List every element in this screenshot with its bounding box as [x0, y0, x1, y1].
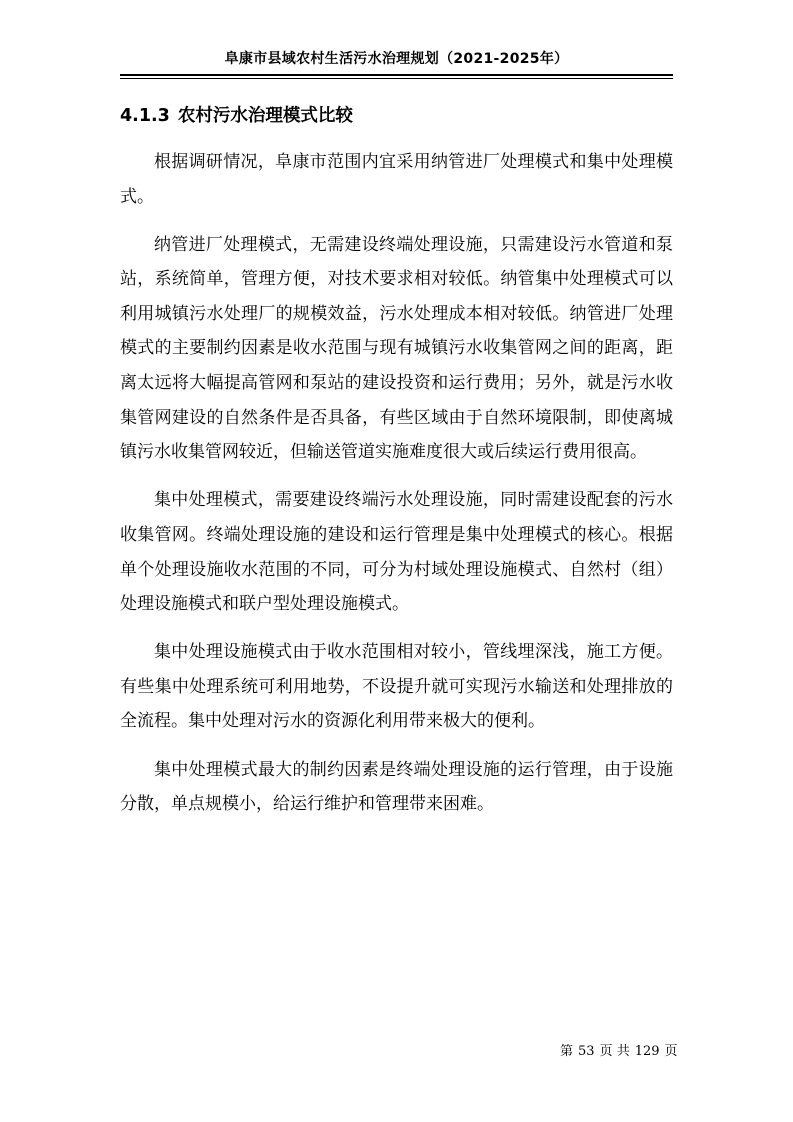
running-header-title: 阜康市县域农村生活污水治理规划（2021-2025年） — [224, 51, 569, 67]
paragraph: 根据调研情况，阜康市范围内宜采用纳管进厂处理模式和集中处理模式。 — [120, 152, 673, 207]
footer-total-pages: 129 — [634, 1044, 660, 1059]
footer-suffix: 页 — [664, 1044, 678, 1059]
page-footer — [560, 1043, 678, 1061]
section-number: 4.1.3 — [120, 106, 170, 126]
body-text — [120, 145, 673, 835]
section-heading — [120, 103, 353, 129]
footer-page-number: 53 — [578, 1044, 595, 1059]
header-rule-thin — [120, 78, 673, 79]
header-rule-thick — [120, 74, 673, 76]
paragraph: 纳管进厂处理模式，无需建设终端处理设施，只需建设污水管道和泵站，系统简单，管理方便，对技术要求相对较低。纳管集中处理模式可以利用城镇污水处理厂的规模效益，污水处理成本相对较低。纳管进厂处理模式的主要制约因素是收水范围与现有城镇污水收集管网之间的距离，距离太远将大幅提高管网和泵站的建设投资和运行费用；另外，就是污水收集管网建设的自然条件是否具备，有些区域由于自然环境限制，即使离城镇污水收集管网较近，但输送管道实施难度很大或后续运行费用很高。 — [120, 234, 673, 463]
footer-prefix: 第 — [560, 1044, 574, 1059]
paragraph: 集中处理模式，需要建设终端污水处理设施，同时需建设配套的污水收集管网。终端处理设施的建设和运行管理是集中处理模式的核心。根据单个处理设施收水范围的不同，可分为村域处理设施模式、自然村（组）处理设施模式和联户型处理设施模式。 — [120, 490, 673, 615]
paragraph: 集中处理设施模式由于收水范围相对较小，管线埋深浅，施工方便。有些集中处理系统可利用地势，不设提升就可实现污水输送和处理排放的全流程。集中处理对污水的资源化利用带来极大的便利。 — [120, 642, 673, 732]
section-title: 农村污水治理模式比较 — [177, 106, 353, 126]
paragraph: 集中处理模式最大的制约因素是终端处理设施的运行管理，由于设施分散，单点规模小，给运行维护和管理带来困难。 — [120, 759, 673, 815]
footer-middle: 页 共 — [599, 1044, 630, 1059]
